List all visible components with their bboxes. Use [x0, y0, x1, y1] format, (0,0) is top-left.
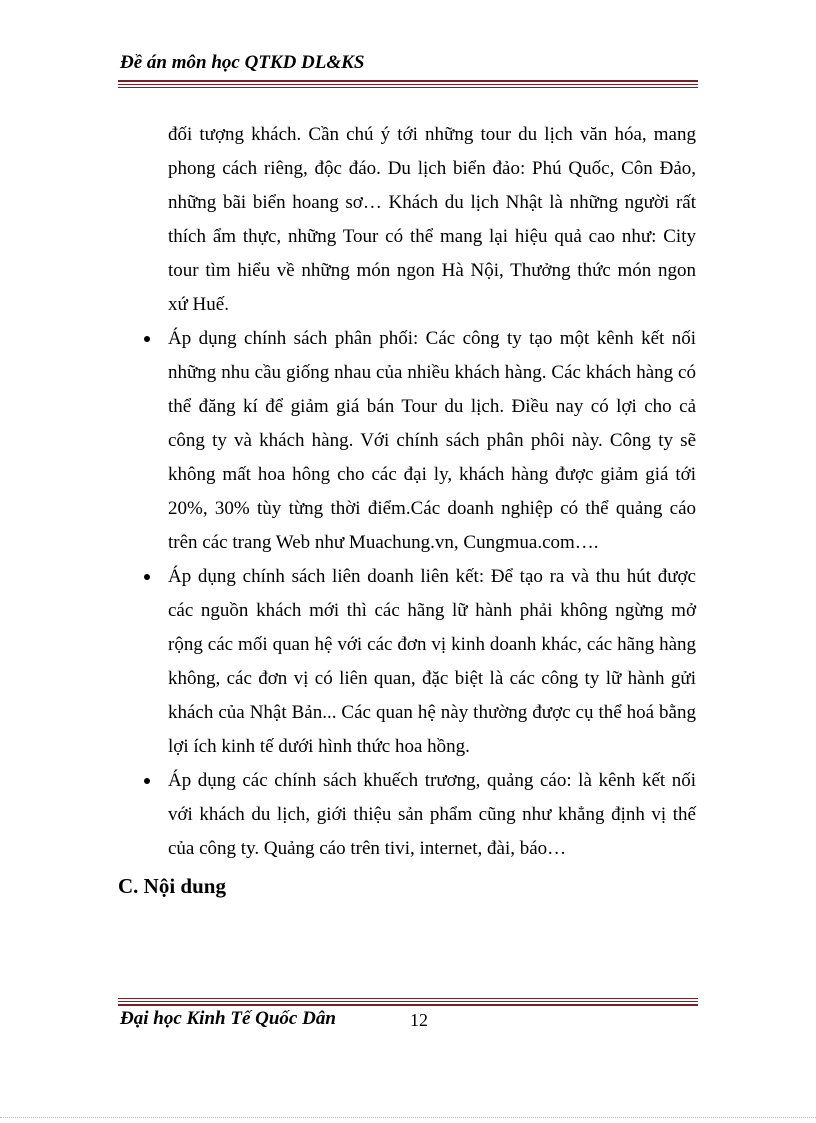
bullet-icon — [144, 574, 150, 580]
bullet-item-distribution — [140, 322, 696, 560]
bullet-icon — [144, 778, 150, 784]
bullet-text: Áp dụng chính sách phân phối: Các công ty tạo một kênh kết nối những nhu cầu giống nhau của nhiều khách hàng. Các khách hàng có thể đăng kí để giảm giá bán Tour du lịch. Điều nay có lợi cho cả công ty và khách hàng. Với chính sách phân phôi này. Công ty sẽ không mất hoa hông cho các đại ly, khách hàng được giảm giá tới 20%, 30% tùy từng thời điểm.Các doanh nghiệp có thể quảng cáo trên các trang Web như Muachung.vn, Cungmua.com…. — [168, 328, 696, 553]
bullet-text: Áp dụng chính sách liên doanh liên kết: Để tạo ra và thu hút được các nguồn khách mới thì các hãng lữ hành phải không ngừng mở rộng các mối quan hệ với các đơn vị kinh doanh khác, các hãng hàng không, các đơn vị có liên quan, đặc biệt là các công ty lữ hành gửi khách của Nhật Bản... Các quan hệ này thường được cụ thể hoá bằng lợi ích kinh tế dưới hình thức hoa hồng. — [168, 566, 696, 757]
bullet-icon — [144, 336, 150, 342]
bullet-text: Áp dụng các chính sách khuếch trương, quảng cáo: là kênh kết nối với khách du lịch, giới thiệu sản phẩm cũng như khẳng định vị thế của công ty. Quảng cáo trên tivi, internet, đài, báo… — [168, 770, 696, 859]
page-bottom-divider — [0, 1117, 816, 1118]
footer-rule — [118, 1004, 698, 1006]
footer-university: Đại học Kinh Tế Quốc Dân — [120, 1008, 336, 1029]
page-number: 12 — [410, 1010, 428, 1030]
header-rule — [118, 87, 698, 88]
bullet-item-joint-venture — [140, 560, 696, 764]
section-heading: C. Nội dung — [118, 874, 226, 898]
bullet-item-promotion — [140, 764, 696, 866]
footer-rule — [118, 998, 698, 999]
header-rule — [118, 84, 698, 85]
page-header-title: Đề án môn học QTKD DL&KS — [120, 52, 365, 73]
footer-rule — [118, 1001, 698, 1002]
bullet-list — [140, 322, 696, 866]
intro-paragraph: đối tượng khách. Cần chú ý tới những tour du lịch văn hóa, mang phong cách riêng, độc đáo. Du lịch biển đảo: Phú Quốc, Côn Đảo, những bãi biển hoang sơ… Khách du lịch Nhật là những người rất thích ẩm thực, những Tour có thể mang lại hiệu quả cao như: City tour tìm hiểu về những món ngon Hà Nội, Thưởng thức món ngon xứ Huế. — [168, 124, 696, 315]
header-rule — [118, 80, 698, 82]
